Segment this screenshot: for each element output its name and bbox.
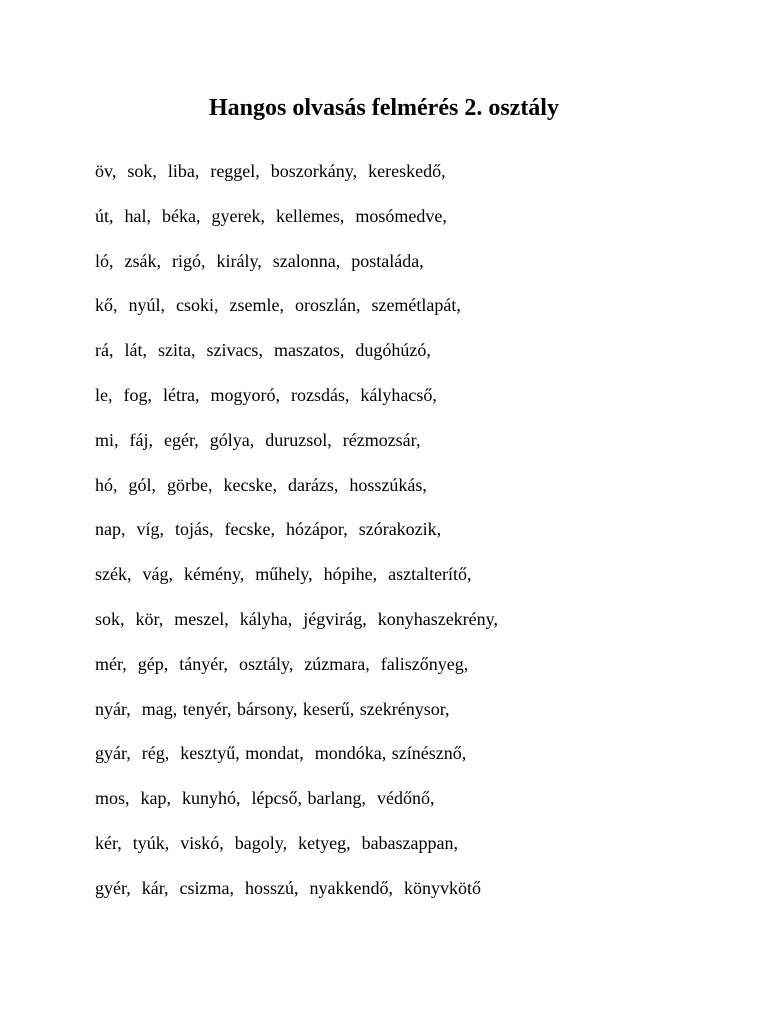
- word-line-4: kő, nyúl, csoki, zsemle, oroszlán, szemétlapát,: [95, 295, 461, 316]
- word-line-6: le, fog, létra, mogyoró, rozsdás, kályhacső,: [95, 384, 437, 405]
- word-line-15: mos, kap, kunyhó, lépcső, barlang, védőnő,: [95, 788, 435, 809]
- word-line-10: szék, vág, kémény, műhely, hópihe, asztalterítő,: [95, 564, 472, 585]
- word-line-7: mi, fáj, egér, gólya, duruzsol, rézmozsár,: [95, 429, 421, 450]
- word-line-16: kér, tyúk, viskó, bagoly, ketyeg, babaszappan,: [95, 832, 459, 853]
- word-line-13: nyár, mag, tenyér, bársony, keserű, szekrénysor,: [95, 698, 450, 719]
- word-line-9: nap, víg, tojás, fecske, hózápor, szórakozik,: [95, 519, 442, 540]
- word-line-12: mér, gép, tányér, osztály, zúzmara, faliszőnyeg,: [95, 653, 469, 674]
- word-line-17: gyér, kár, csizma, hosszú, nyakkendő, könyvkötő: [95, 877, 481, 898]
- word-line-5: rá, lát, szita, szivacs, maszatos, dugóhúzó,: [95, 340, 431, 361]
- word-line-1: öv, sok, liba, reggel, boszorkány, kereskedő,: [95, 161, 446, 181]
- page-title: Hangos olvasás felmérés 2. osztály: [209, 95, 559, 121]
- word-line-2: út, hal, béka, gyerek, kellemes, mosómedve,: [95, 205, 447, 226]
- word-line-11: sok, kör, meszel, kályha, jégvirág, konyhaszekrény,: [95, 608, 498, 629]
- word-list: [95, 158, 498, 920]
- word-line-14: gyár, rég, kesztyű, mondat, mondóka, színésznő,: [95, 743, 467, 764]
- word-line-8: hó, gól, görbe, kecske, darázs, hosszúkás,: [95, 474, 427, 495]
- word-line-3: ló, zsák, rigó, király, szalonna, postaláda,: [95, 250, 424, 271]
